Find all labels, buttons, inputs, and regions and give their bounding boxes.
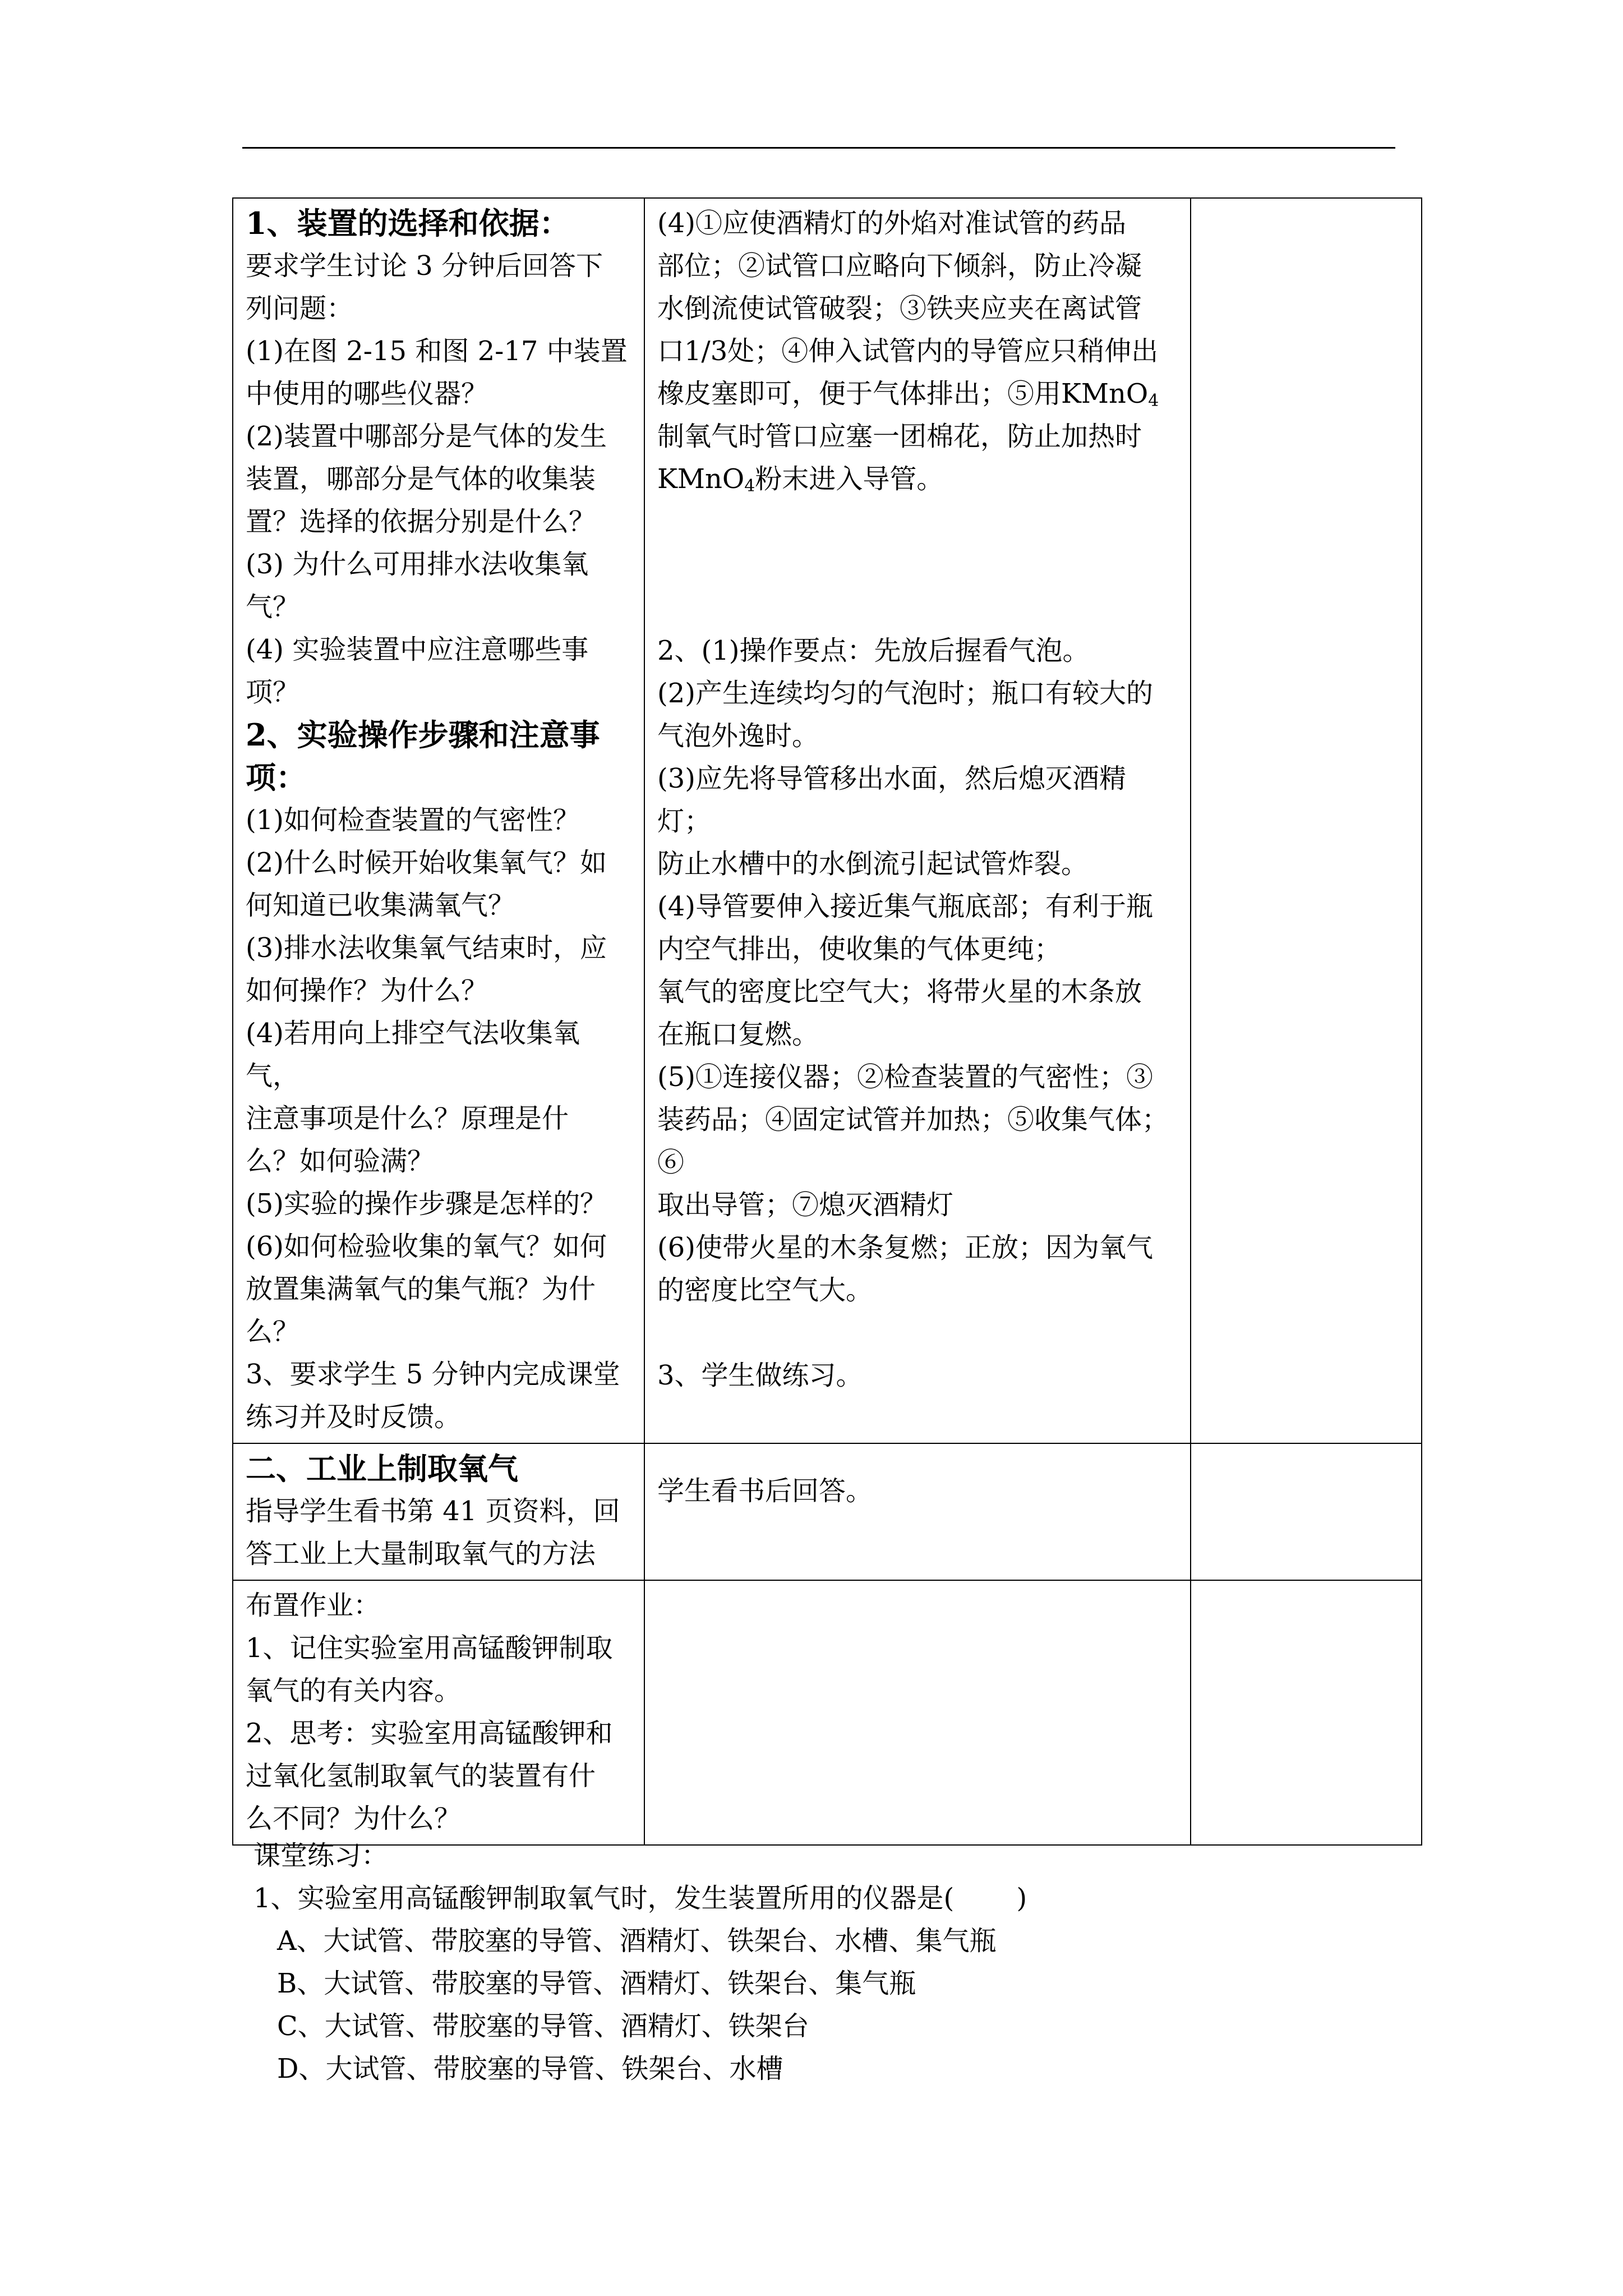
student-activity-cell <box>644 1443 1191 1580</box>
text-line: 指导学生看书第 41 页资料，回 <box>246 1496 620 1527</box>
section-heading: 1、装置的选择和依据： <box>246 205 570 241</box>
text-line: (4)若用向上排空气法收集氧气， <box>246 1018 580 1092</box>
text-line: (5)①连接仪器；②检查装置的气密性；③ <box>657 1061 1153 1093</box>
exercise-option: B、大试管、带胶塞的导管、酒精灯、铁架台、集气瓶 <box>277 1968 916 1999</box>
text-line: (5)实验的操作步骤是怎样的？ <box>246 1188 607 1220</box>
notes-cell <box>1191 1580 1422 1845</box>
text-line: (1)如何检查装置的气密性？ <box>246 804 580 836</box>
text-fragment: 粉末进入导管。 <box>755 463 944 495</box>
section-heading: 2、实验操作步骤和注意事 <box>246 717 600 753</box>
notes-cell <box>1191 198 1422 1443</box>
text-line: 1、记住实验室用高锰酸钾制取 <box>246 1632 613 1664</box>
spacer <box>657 607 1178 629</box>
spacer <box>657 1312 1178 1354</box>
text-line: 水倒流使试管破裂；③铁夹应夹在离试管 <box>657 293 1142 324</box>
text-line: 答工业上大量制取氧气的方法 <box>246 1538 596 1570</box>
text-line: 项？ <box>246 677 300 708</box>
spacer <box>657 1447 1178 1470</box>
text-fragment: KMnO <box>657 463 745 495</box>
exercise-title: 课堂练习： <box>253 1840 389 1871</box>
text-line: (6)如何检验收集的氧气？如何 <box>246 1231 607 1262</box>
text-line: 的密度比空气大。 <box>657 1274 873 1306</box>
text-line: 中使用的哪些仪器？ <box>246 378 488 409</box>
text-line: 2、(1)操作要点：先放后握看气泡。 <box>657 635 1090 666</box>
classroom-exercise <box>253 1834 1375 2090</box>
text-line: 取出导管；⑦熄灭酒精灯 <box>657 1189 954 1221</box>
teacher-activity-cell <box>233 1443 644 1580</box>
text-line: 制氧气时管口应塞一团棉花，防止加热时 <box>657 421 1142 452</box>
text-line: (3)排水法收集氧气结束时，应 <box>246 932 607 964</box>
text-line: (4)导管要伸入接近集气瓶底部；有利于瓶 <box>657 891 1153 922</box>
text-line: 何知道已收集满氧气？ <box>246 890 515 921</box>
text-line: 气？ <box>246 591 300 623</box>
text-line: 学生看书后回答。 <box>657 1475 873 1507</box>
table-row <box>233 198 1422 1443</box>
text-line: 装药品；④固定试管并加热；⑤收集气体；⑥ <box>657 1104 1169 1178</box>
spacer <box>657 500 1178 607</box>
text-line: 氧气的有关内容。 <box>246 1675 462 1706</box>
text-line: 在瓶口复燃。 <box>657 1019 819 1050</box>
subscript: 4 <box>744 476 755 496</box>
text-line: 么？ <box>246 1316 300 1347</box>
text-line: (3) 为什么可用排水法收集氧 <box>246 549 589 580</box>
text-line: 3、要求学生 5 分钟内完成课堂 <box>246 1359 620 1390</box>
exercise-question: 1、实验室用高锰酸钾制取氧气时，发生装置所用的仪器是( ) <box>253 1883 1027 1914</box>
text-line: 内空气排出，使收集的气体更纯； <box>657 933 1062 965</box>
text-line: 3、学生做练习。 <box>657 1360 863 1391</box>
text-line: 列问题： <box>246 293 354 324</box>
text-line: 过氧化氢制取氧气的装置有什 <box>246 1760 596 1792</box>
text-line: (2)产生连续均匀的气泡时；瓶口有较大的 <box>657 678 1153 709</box>
text-line: 练习并及时反馈。 <box>246 1401 462 1433</box>
exercise-option: C、大试管、带胶塞的导管、酒精灯、铁架台 <box>277 2010 809 2042</box>
subscript: 4 <box>1148 391 1159 411</box>
text-line: 么？如何验满？ <box>246 1145 435 1177</box>
text-line <box>657 458 1178 500</box>
homework-cell <box>233 1580 644 1845</box>
student-activity-cell <box>644 1580 1191 1845</box>
teacher-activity-cell <box>233 198 644 1443</box>
lesson-plan-table <box>232 197 1422 1846</box>
exercise-option: A、大试管、带胶塞的导管、酒精灯、铁架台、水槽、集气瓶 <box>277 1925 997 1957</box>
text-line: 口1/3处；④伸入试管内的导管应只稍伸出 <box>657 335 1159 367</box>
text-line: 2、思考：实验室用高锰酸钾和 <box>246 1718 613 1749</box>
text-line: 氧气的密度比空气大；将带火星的木条放 <box>657 976 1142 1007</box>
text-line: 放置集满氧气的集气瓶？为什 <box>246 1273 596 1305</box>
exercise-option: D、大试管、带胶塞的导管、铁架台、水槽 <box>277 2053 783 2085</box>
text-line: 么不同？为什么？ <box>246 1803 462 1834</box>
section-heading: 二、工业上制取氧气 <box>246 1451 518 1487</box>
text-line: (2)装置中哪部分是气体的发生 <box>246 421 607 452</box>
text-line: (6)使带火星的木条复燃；正放；因为氧气 <box>657 1232 1153 1263</box>
table-row <box>233 1580 1422 1845</box>
header-rule <box>242 147 1395 149</box>
text-line: (4) 实验装置中应注意哪些事 <box>246 634 589 665</box>
text-line: 布置作业： <box>246 1590 381 1621</box>
section-heading: 项： <box>246 760 306 795</box>
text-line: (4)①应使酒精灯的外焰对准试管的药品 <box>657 208 1126 239</box>
text-line: (1)在图 2-15 和图 2-17 中装置 <box>246 335 628 367</box>
text-line: 防止水槽中的水倒流引起试管炸裂。 <box>657 848 1089 880</box>
text-line: 如何操作？为什么？ <box>246 975 488 1006</box>
text-line: 部位；②试管口应略向下倾斜，防止冷凝 <box>657 250 1142 282</box>
notes-cell <box>1191 1443 1422 1580</box>
text-line: 置？选择的依据分别是什么？ <box>246 506 596 537</box>
text-line: (3)应先将导管移出水面，然后熄灭酒精灯； <box>657 763 1126 837</box>
text-line: 装置，哪部分是气体的收集装 <box>246 463 596 495</box>
text-line: 注意事项是什么？原理是什 <box>246 1103 569 1134</box>
text-line: 要求学生讨论 3 分钟后回答下 <box>246 250 603 282</box>
table-row <box>233 1443 1422 1580</box>
text-line <box>657 372 1178 415</box>
text-fragment: 橡皮塞即可，便于气体排出；⑤用KMnO <box>657 378 1149 409</box>
text-line: (2)什么时候开始收集氧气？如 <box>246 847 607 878</box>
student-activity-cell <box>644 198 1191 1443</box>
text-line: 气泡外逸时。 <box>657 720 819 752</box>
